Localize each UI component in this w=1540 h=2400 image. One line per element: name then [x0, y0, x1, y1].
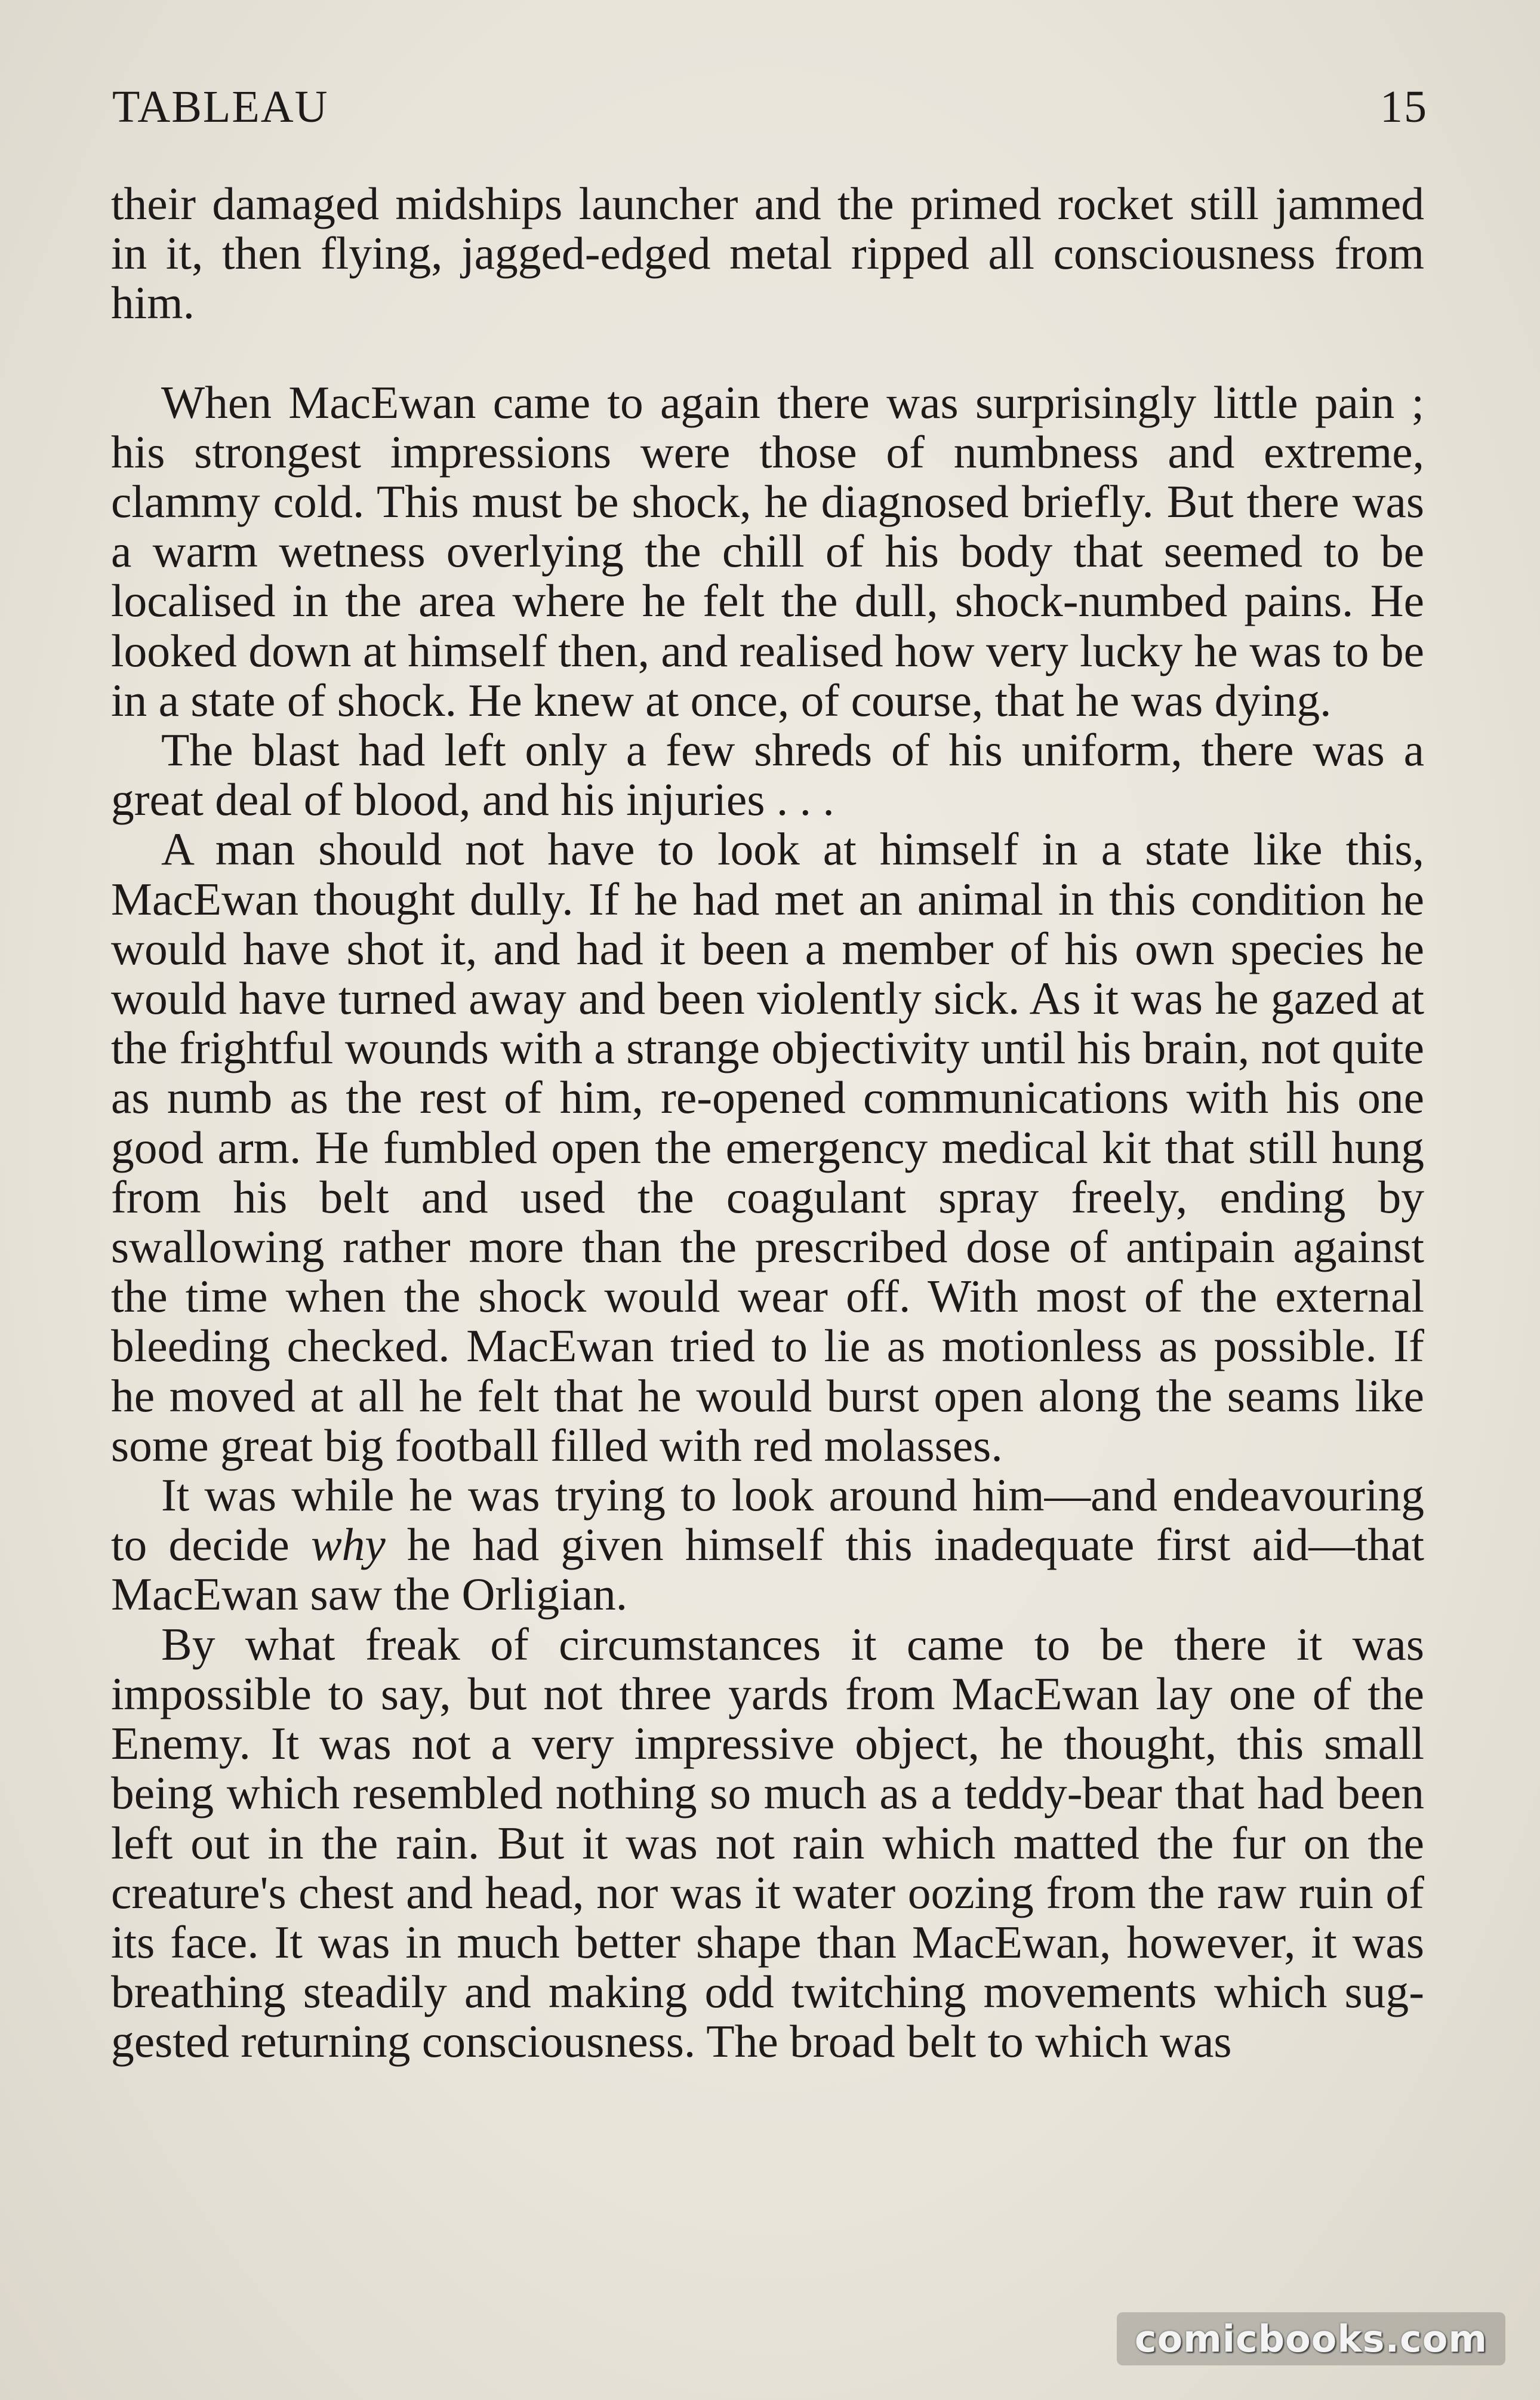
paragraph: their damaged midships launcher and the primed rocket still jammed in it, then flying, jagged-edged metal ripped all consciousness from him. [111, 178, 1424, 329]
paragraph: By what freak of circumstances it came to be there it was impossible to say, but not three yards from MacEwan lay one of the Enemy. It was not a very impressive object, he thought, this small being which resembled nothing so much as a teddy-bear that had been left out in the rain. But it was not rain which matted the fur on the creature's chest and head, nor was it water oozing from the raw ruin of its face. It was in much better shape than MacEwan, however, it was breathing steadily and making odd twitching movements which suggested returning consciousness. The broad belt to which was [111, 1618, 1424, 2067]
emphasized-word: why [310, 1519, 386, 1571]
paragraph-text: he had given himself this inadequate first aid—that MacEwan saw the Orligian. [111, 1519, 1424, 1620]
paragraph [111, 1470, 1424, 1620]
body-text [111, 179, 1424, 2067]
running-header [112, 81, 1428, 141]
paragraph: The blast had left only a few shreds of his uniform, there was a great deal of blood, and his injuries . . . [111, 724, 1424, 826]
paragraph: When MacEwan came to again there was surprisingly little pain ; his strongest impressions were those of numbness and extreme, clammy cold. This must be shock, he diagnosed briefly. But there was a warm wetness overlying the chill of his body that seemed to be localised in the area where he felt the dull, shock-numbed pains. He looked down at himself then, and realised how very lucky he was to be in a state of shock. He knew at once, of course, that he was dying. [111, 376, 1424, 726]
watermark: comicbooks.com [1117, 2312, 1505, 2365]
paragraph-text: It was while he was trying to look around him—and endeavouring to decide [111, 1469, 1424, 1571]
paragraph: A man should not have to look at himself in a state like this, MacEwan thought dully. If he had met an animal in this condition he would have shot it, and had it been a member of his own species he would have turned away and been violently sick. As it was he gazed at the frightful wounds with a strange objectivity until his brain, not quite as numb as the rest of him, re-opened communications with his one good arm. He fumbled open the emergency medical kit that still hung from his belt and used the coagulant spray freely, ending by swallowing rather more than the prescribed dose of antipain against the time when the shock would wear off. With most of the external bleeding checked. MacEwan tried to lie as motionless as possible. If he moved at all he felt that he would burst open along the seams like some great big football filled with red molasses. [111, 823, 1424, 1471]
running-title: TABLEAU [112, 82, 329, 132]
page-number: 15 [1380, 82, 1428, 132]
